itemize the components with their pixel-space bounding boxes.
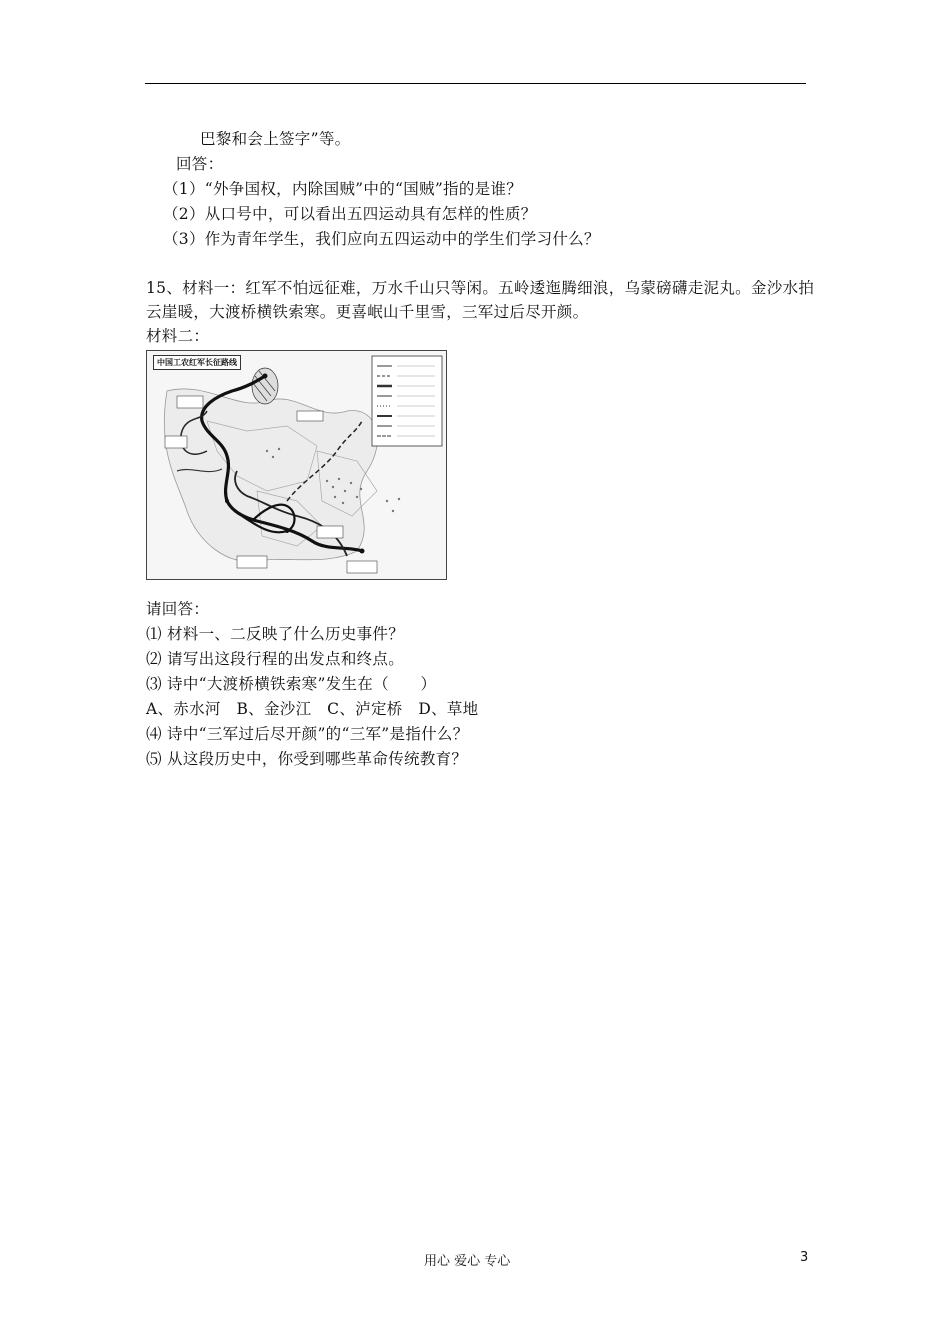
question-2: （2）从口号中，可以看出五四运动具有怎样的性质？	[163, 205, 537, 223]
sub-question-4: ⑷ 诗中“三军过后尽开颜”的“三军”是指什么？	[146, 725, 469, 743]
please-answer-label: 请回答：	[146, 600, 210, 618]
material-two-label: 材料二：	[146, 327, 210, 345]
footer-motto: 用心 爱心 专心	[424, 1254, 511, 1269]
sub-question-2: ⑵ 请写出这段行程的出发点和终点。	[146, 650, 405, 668]
sub-question-3: ⑶ 诗中“大渡桥横铁索寒”发生在（ ）	[146, 675, 437, 693]
text-line-2: 回答：	[176, 155, 224, 173]
sub-question-1: ⑴ 材料一、二反映了什么历史事件？	[146, 625, 405, 643]
sub-question-5: ⑸ 从这段历史中，你受到哪些革命传统教育？	[146, 750, 468, 768]
page-number: 3	[800, 1250, 809, 1265]
map-title: 中国工农红军长征路线	[153, 355, 241, 370]
material-one-line-2: 云崖暖，大渡桥横铁索寒。更喜岷山千里雪，三军过后尽开颜。	[146, 303, 589, 321]
long-march-map	[146, 350, 447, 580]
header-rule	[145, 83, 806, 84]
question-1: （1）“外争国权，内除国贼”中的“国贼”指的是谁？	[163, 180, 523, 198]
material-one-line-1: 15、材料一：红军不怕远征难，万水千山只等闲。五岭逶迤腾细浪，乌蒙磅礴走泥丸。金沙水拍	[146, 279, 815, 297]
text-line-1: 巴黎和会上签字”等。	[200, 130, 351, 148]
sub-question-3-options: A、赤水河 B、金沙江 C、泸定桥 D、草地	[146, 700, 479, 718]
question-3: （3）作为青年学生，我们应向五四运动中的学生们学习什么？	[163, 230, 600, 248]
map-graphic	[147, 351, 447, 580]
